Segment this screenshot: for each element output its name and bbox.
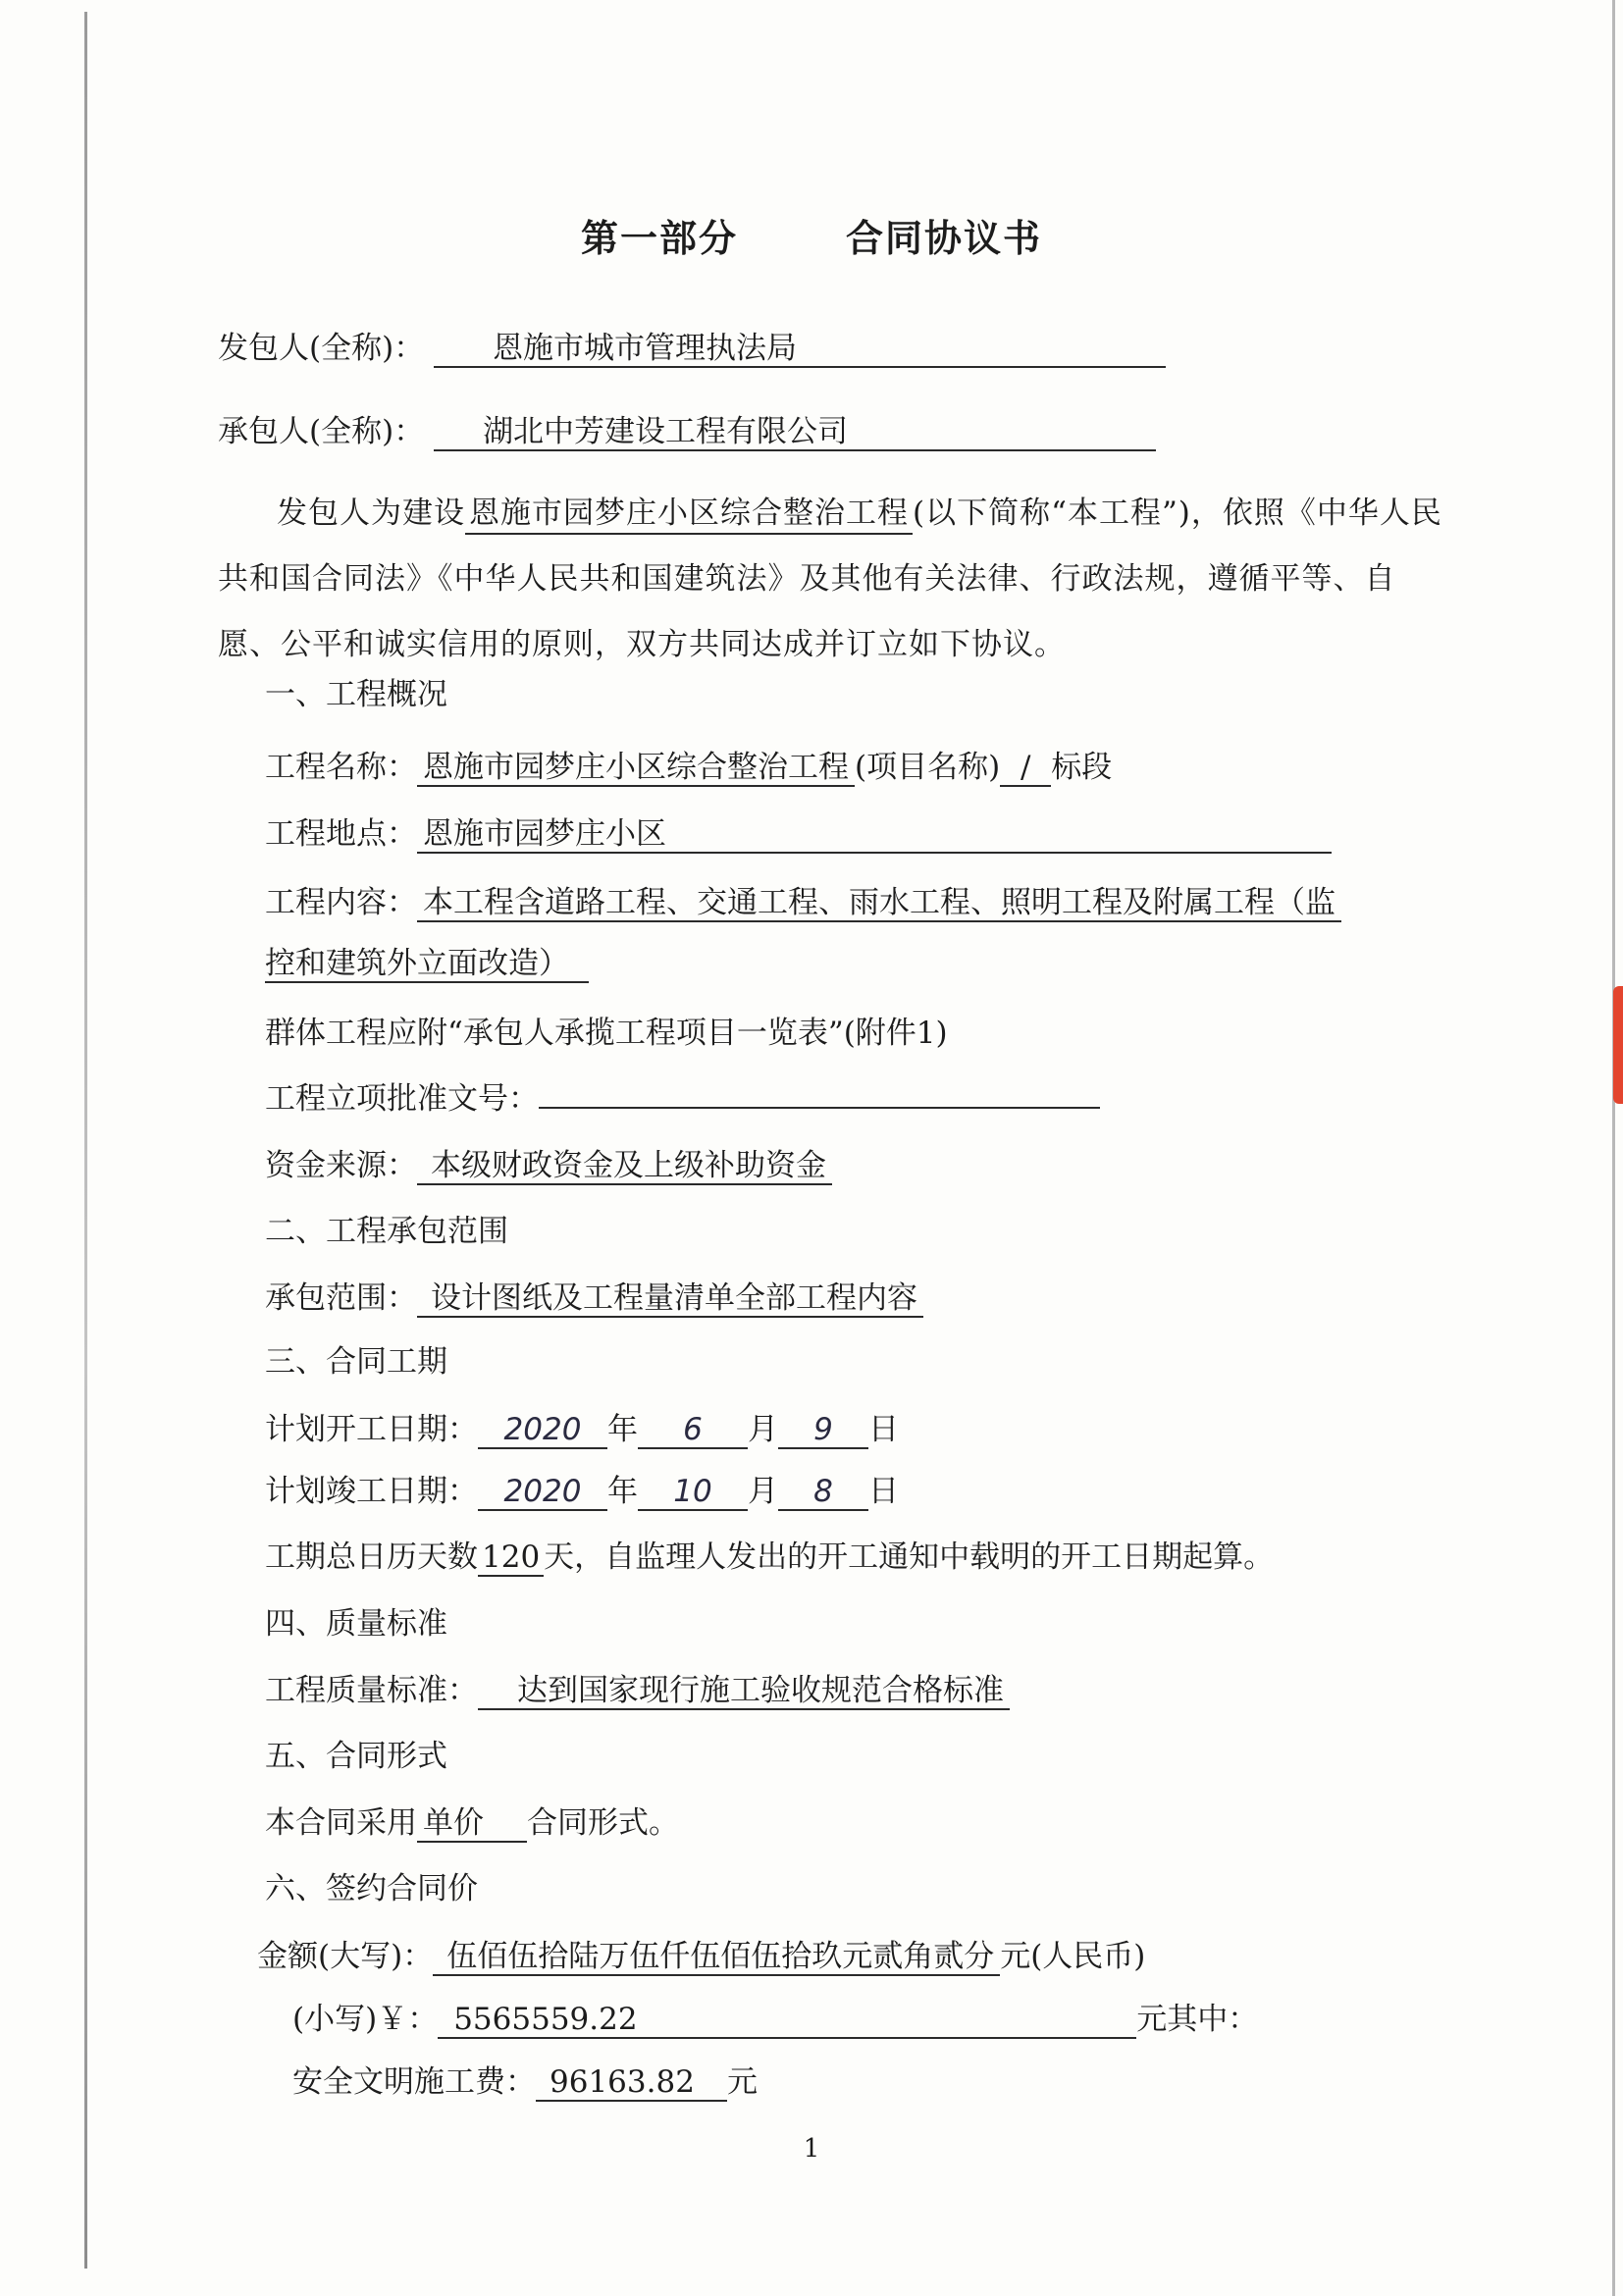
section4-heading: 四、质量标准 [265,1606,447,1642]
end-day: 8 [778,1474,868,1511]
end-month: 10 [638,1474,748,1511]
intro-project: 恩施市园梦庄小区综合整治工程 [465,494,913,535]
lot-suffix: 标段 [1051,750,1113,785]
content-label: 工程内容： [265,885,417,920]
project-name-suffix: (项目名称) [855,750,1001,785]
form-prefix: 本合同采用 [265,1805,417,1841]
employer-line [218,329,1166,368]
scope-value: 设计图纸及工程量清单全部工程内容 [417,1280,923,1318]
title-name: 合同协议书 [846,216,1043,260]
location-value: 恩施市园梦庄小区 [417,816,1332,854]
amount-upper-label: 金额(大写)： [257,1939,434,1974]
intro-paragraph [218,481,1444,678]
employer-label: 发包人(全称)： [218,331,425,366]
scope-line [265,1278,923,1318]
start-date-line [265,1410,899,1449]
page-title [0,208,1623,262]
project-name-value: 恩施市园梦庄小区综合整治工程 [417,750,855,787]
section1-heading: 一、工程概况 [265,677,447,712]
intro-prefix: 发包人为建设 [277,496,465,531]
section3-heading: 三、合同工期 [265,1344,447,1380]
start-month: 6 [638,1412,748,1449]
scan-edge-right [1612,0,1615,2296]
section5-heading: 五、合同形式 [265,1739,447,1774]
duration-suffix: 天，自监理人发出的开工通知中载明的开工日期起算。 [544,1539,1275,1575]
amount-lower-label: (小写)￥： [292,2002,439,2037]
duration-prefix: 工期总日历天数 [265,1539,478,1575]
safety-fee-value: 96163.82 [536,2064,727,2102]
end-date-label: 计划竣工日期： [265,1474,478,1509]
funding-label: 资金来源： [265,1148,417,1183]
amount-lower-value: 5565559.22 [438,2002,1136,2039]
location-line [265,814,1332,854]
content-value-2: 控和建筑外立面改造） [265,946,589,983]
section2-heading: 二、工程承包范围 [265,1214,508,1249]
start-month-unit: 月 [748,1412,778,1447]
project-name-label: 工程名称： [265,750,417,785]
amount-lower-line [292,2000,1258,2039]
duration-value: 120 [478,1539,544,1577]
group-note: 群体工程应附“承包人承揽工程项目一览表”(附件1) [265,1016,948,1051]
employer-name: 恩施市城市管理执法局 [434,331,1166,368]
content-line-1 [265,883,1341,922]
form-suffix: 合同形式。 [527,1805,679,1841]
scan-edge-left [84,12,87,2269]
section6-heading: 六、签约合同价 [265,1871,478,1906]
end-month-unit: 月 [748,1474,778,1509]
form-line [265,1803,679,1843]
intro-text: (以下简称“本工程”)，依照《中华人民共和国合同法》《中华人民共和国建筑法》及其他有关法律、行政法规，遵循平等、自愿、公平和诚实信用的原则，双方共同达成并订立如下协议。 [218,496,1442,662]
safety-fee-suffix: 元 [727,2064,758,2100]
safety-fee-line [292,2062,758,2102]
content-value-1: 本工程含道路工程、交通工程、雨水工程、照明工程及附属工程（监 [417,885,1341,922]
amount-upper-value: 伍佰伍拾陆万伍仟伍佰伍拾玖元贰角贰分 [433,1939,1000,1976]
contractor-line [218,412,1156,451]
funding-value: 本级财政资金及上级补助资金 [417,1148,832,1185]
safety-fee-label: 安全文明施工费： [292,2064,536,2100]
start-year: 2020 [478,1412,607,1449]
scope-label: 承包范围： [265,1280,417,1316]
quality-value: 达到国家现行施工验收规范合格标准 [478,1673,1010,1710]
contractor-label: 承包人(全称)： [218,414,425,449]
amount-upper-line [257,1937,1145,1976]
start-date-label: 计划开工日期： [265,1412,478,1447]
duration-line [265,1538,1274,1577]
start-day-unit: 日 [868,1412,899,1447]
end-year: 2020 [478,1474,607,1511]
amount-lower-suffix: 元其中： [1136,2002,1259,2037]
quality-line [265,1671,1010,1710]
contractor-name: 湖北中芳建设工程有限公司 [434,414,1156,451]
quality-label: 工程质量标准： [265,1673,478,1708]
approval-value [539,1107,1100,1109]
amount-upper-suffix: 元(人民币) [1000,1939,1146,1974]
end-year-unit: 年 [607,1474,638,1509]
location-label: 工程地点： [265,816,417,852]
start-day: 9 [778,1412,868,1449]
approval-label: 工程立项批准文号： [265,1081,539,1117]
title-part: 第一部分 [580,216,738,260]
funding-line [265,1146,832,1185]
content-line-2 [265,944,589,983]
start-year-unit: 年 [607,1412,638,1447]
end-day-unit: 日 [868,1474,899,1509]
page-number: 1 [803,2134,820,2164]
lot-value: / [1000,750,1051,787]
red-ink-mark [1613,986,1623,1104]
end-date-line [265,1472,899,1511]
project-name-line [265,748,1112,787]
form-value: 单价 [417,1805,527,1843]
approval-line [265,1079,1100,1119]
